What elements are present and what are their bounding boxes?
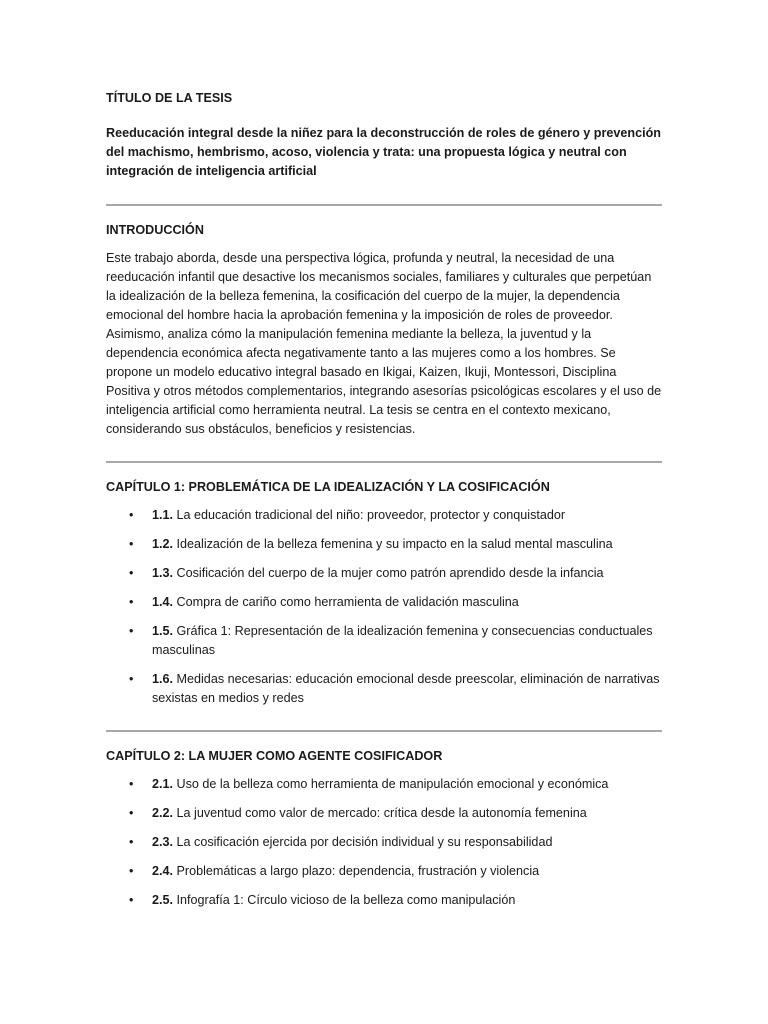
bullet-icon: • [129, 508, 134, 522]
item-number: 2.1. [152, 777, 174, 791]
bullet-icon: • [129, 672, 134, 686]
item-text: La cosificación ejercida por decisión individual y su responsabilidad [176, 835, 553, 849]
chapter1-heading: CAPÍTULO 1: PROBLEMÁTICA DE LA IDEALIZACIÓN Y LA COSIFICACIÓN [106, 480, 550, 494]
list-item [106, 833, 662, 852]
chapter2-list [106, 775, 662, 910]
bullet-icon: • [129, 566, 134, 580]
list-item [106, 670, 662, 708]
item-number: 2.2. [152, 806, 174, 820]
item-text: Compra de cariño como herramienta de validación masculina [176, 595, 519, 609]
list-item [106, 535, 662, 554]
item-number: 1.4. [152, 595, 174, 609]
chapter2-heading: CAPÍTULO 2: LA MUJER COMO AGENTE COSIFICADOR [106, 749, 443, 763]
section-divider [106, 730, 662, 732]
section-divider [106, 204, 662, 206]
item-number: 1.5. [152, 624, 174, 638]
bullet-icon: • [129, 864, 134, 878]
item-text: Cosificación del cuerpo de la mujer como patrón aprendido desde la infancia [176, 566, 604, 580]
item-text: Medidas necesarias: educación emocional desde preescolar, eliminación de narrativas sexistas en medios y redes [152, 672, 660, 705]
list-item [106, 804, 662, 823]
item-text: La educación tradicional del niño: proveedor, protector y conquistador [176, 508, 566, 522]
thesis-title: Reeducación integral desde la niñez para la deconstrucción de roles de género y prevención del machismo, hembrismo, acoso, violencia y trata: una propuesta lógica y neutral con integración de inteligencia artificial [106, 126, 661, 178]
item-text: La juventud como valor de mercado: crítica desde la autonomía femenina [176, 806, 587, 820]
bullet-icon: • [129, 624, 134, 638]
bullet-icon: • [129, 806, 134, 820]
introduction-text: Este trabajo aborda, desde una perspectiva lógica, profunda y neutral, la necesidad de una reeducación infantil que desactive los mecanismos sociales, familiares y culturales que perpetúan la idealización de la belleza femenina, la cosificación del cuerpo de la mujer, la dependencia emocional del hombre hacia la aprobación femenina y la imposición de roles de proveedor. Asimismo, analiza cómo la manipulación femenina mediante la belleza, la juventud y la dependencia económica afecta negativamente tanto a las mujeres como a los hombres. Se propone un modelo educativo integral basado en Ikigai, Kaizen, Ikuji, Montessori, Disciplina Positiva y otros métodos complementarios, integrando asesorías psicológicas escolares y el uso de inteligencia artificial como herramienta neutral. La tesis se centra en el contexto mexicano, considerando sus obstáculos, beneficios y resistencias. [106, 251, 662, 436]
list-item [106, 862, 662, 881]
item-number: 1.1. [152, 508, 174, 522]
thesis-label: TÍTULO DE LA TESIS [106, 91, 233, 105]
item-number: 1.2. [152, 537, 174, 551]
item-text: Uso de la belleza como herramienta de manipulación emocional y económica [176, 777, 609, 791]
list-item [106, 593, 662, 612]
item-number: 2.3. [152, 835, 174, 849]
item-number: 1.3. [152, 566, 174, 580]
list-item [106, 622, 662, 660]
list-item [106, 564, 662, 583]
bullet-icon: • [129, 893, 134, 907]
bullet-icon: • [129, 595, 134, 609]
bullet-icon: • [129, 777, 134, 791]
bullet-icon: • [129, 537, 134, 551]
chapter1-list [106, 506, 662, 708]
introduction-heading: INTRODUCCIÓN [106, 223, 204, 237]
item-text: Idealización de la belleza femenina y su impacto en la salud mental masculina [176, 537, 613, 551]
item-number: 2.5. [152, 893, 174, 907]
item-text: Infografía 1: Círculo vicioso de la belleza como manipulación [176, 893, 516, 907]
list-item [106, 506, 662, 525]
bullet-icon: • [129, 835, 134, 849]
item-text: Gráfica 1: Representación de la idealización femenina y consecuencias conductuales masculinas [152, 624, 653, 657]
item-number: 1.6. [152, 672, 174, 686]
section-divider [106, 461, 662, 463]
list-item [106, 891, 662, 910]
item-text: Problemáticas a largo plazo: dependencia, frustración y violencia [176, 864, 540, 878]
item-number: 2.4. [152, 864, 174, 878]
list-item [106, 775, 662, 794]
